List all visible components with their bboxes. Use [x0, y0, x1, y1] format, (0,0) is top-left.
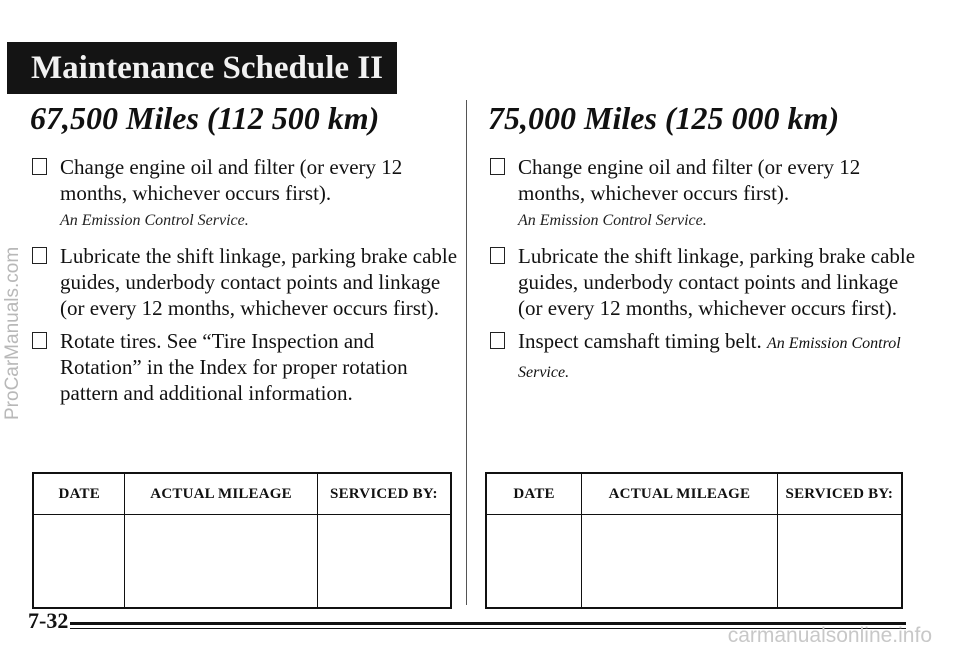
date-cell[interactable] — [486, 515, 582, 609]
page-number: 7-32 — [28, 608, 69, 633]
checklist-item: Change engine oil and filter (or every 12 months, whichever occurs first). — [486, 154, 916, 206]
checkbox-icon — [32, 332, 47, 349]
checklist-item: Lubricate the shift linkage, parking brake cable guides, underbody contact points and linkage (or every 12 months, whichever occurs first). — [28, 243, 458, 321]
watermark-bottom: carmanualsonline.info — [727, 624, 932, 647]
interval-title: 67,500 Miles (112 500 km) — [30, 100, 380, 136]
serviced-by-header: SERVICED BY: — [317, 473, 451, 515]
mileage-header: ACTUAL MILEAGE — [582, 473, 778, 515]
date-header: DATE — [33, 473, 125, 515]
checkbox-icon — [490, 332, 505, 349]
interval-67500-column — [28, 98, 458, 413]
emission-note: An Emission Control Service. — [518, 335, 901, 381]
section-banner: Maintenance Schedule II — [7, 42, 397, 94]
checkbox-icon — [32, 247, 47, 264]
service-log-table — [32, 472, 452, 609]
serviced-by-cell[interactable] — [317, 515, 451, 609]
mileage-cell[interactable] — [125, 515, 317, 609]
checkbox-icon — [490, 247, 505, 264]
checklist-item: Lubricate the shift linkage, parking brake cable guides, underbody contact points and linkage (or every 12 months, whichever occurs first). — [486, 243, 916, 321]
date-header: DATE — [486, 473, 582, 515]
mileage-header: ACTUAL MILEAGE — [125, 473, 317, 515]
emission-note: An Emission Control Service. — [518, 212, 707, 229]
date-cell[interactable] — [33, 515, 125, 609]
interval-title: 75,000 Miles (125 000 km) — [488, 100, 840, 136]
serviced-by-header: SERVICED BY: — [777, 473, 902, 515]
mileage-cell[interactable] — [582, 515, 778, 609]
service-log-table — [485, 472, 903, 609]
checkbox-icon — [490, 158, 505, 175]
watermark-vertical: ProCarManuals.com — [2, 246, 23, 420]
checklist-item: Change engine oil and filter (or every 12 months, whichever occurs first). — [28, 154, 458, 206]
emission-note: An Emission Control Service. — [60, 212, 249, 229]
interval-75000-column — [486, 98, 916, 393]
serviced-by-cell[interactable] — [777, 515, 902, 609]
column-divider — [466, 100, 467, 605]
checklist-item: Rotate tires. See “Tire Inspection and Rotation” in the Index for proper rotation pattern and additional information. — [28, 328, 458, 406]
checklist-item: Inspect camshaft timing belt. An Emission Control Service. — [486, 328, 916, 386]
checkbox-icon — [32, 158, 47, 175]
